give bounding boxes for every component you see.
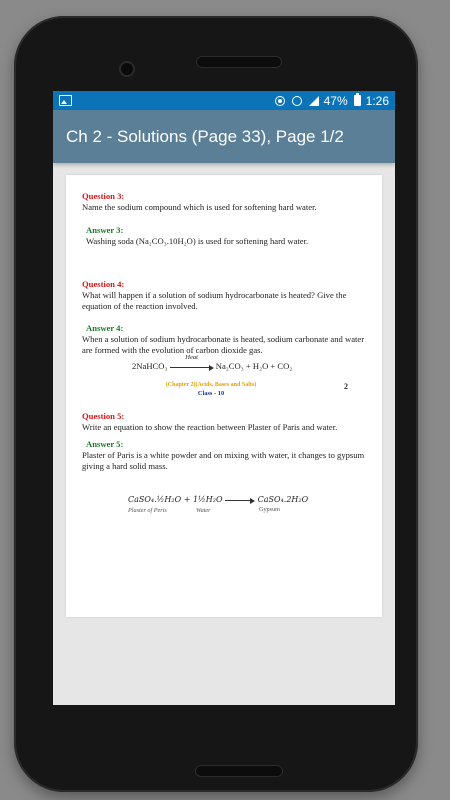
answer-4-text: When a solution of sodium hydrocarbonate is heated, sodium carbonate and water are formed with the evolution of carbon dioxide gas. (82, 334, 365, 355)
status-bar (53, 91, 395, 110)
question-5-label: Question 5: (82, 411, 125, 421)
equation-5-product: CaSO₄.2H₂O (257, 495, 309, 504)
answer-5-label: Answer 5: (86, 439, 124, 449)
earpiece-speaker (197, 57, 281, 67)
question-3-label: Question 3: (82, 191, 125, 201)
signal-icon (309, 96, 319, 106)
footer-class: Class - 10 (197, 390, 225, 397)
question-4-text: What will happen if a solution of sodium hydrocarbonate is heated? Give the equation of the reaction involved. (82, 290, 347, 311)
equation-4-products: Na₂CO₃ + H₂O + CO₂ (215, 361, 293, 371)
clock: 1:26 (365, 93, 389, 108)
alarm-icon (291, 95, 303, 107)
footer-chapter: (Chapter 2)(Acids, Bases and Salts) (165, 382, 257, 388)
front-camera (121, 63, 133, 75)
answer-3-label: Answer 3: (86, 225, 124, 235)
plaster-label: Plaster of Peris (128, 507, 167, 514)
reaction-arrow (225, 496, 255, 504)
battery-percent: 47% (323, 93, 348, 108)
question-3-text: Name the sodium compound which is used for softening hard water. (82, 202, 317, 212)
app-bar (53, 110, 395, 163)
reaction-arrow (170, 354, 214, 371)
screen (53, 91, 395, 705)
equation-4 (132, 354, 293, 371)
answer-5-text: Plaster of Paris is a white powder and on mixing with water, it changes to gypsum giving a hard solid mass. (82, 450, 365, 471)
bottom-speaker (196, 766, 282, 776)
equation-5-reactants: CaSO₄.½H₂O + 1½H₂O (128, 495, 223, 504)
battery-icon (354, 95, 361, 106)
question-4-label: Question 4: (82, 279, 125, 289)
question-5-text: Write an equation to show the reaction between Plaster of Paris and water. (82, 422, 338, 432)
gypsum-label: Gypsum (259, 506, 280, 513)
data-saver-icon (274, 95, 286, 107)
equation-5 (128, 495, 308, 504)
water-label: Water (196, 507, 211, 514)
document-page[interactable] (66, 175, 382, 617)
equation-4-reactant: 2NaHCO₃ (132, 361, 168, 371)
answer-4-label: Answer 4: (86, 323, 124, 333)
page-title: Ch 2 - Solutions (Page 33), Page 1/2 (66, 126, 344, 146)
answer-3-text: Washing soda (Na₂CO₃.10H₂O) is used for softening hard water. (86, 236, 309, 246)
gallery-notification-icon (59, 95, 72, 106)
page-number: 2 (344, 382, 348, 391)
heat-label: Heat (185, 354, 198, 362)
